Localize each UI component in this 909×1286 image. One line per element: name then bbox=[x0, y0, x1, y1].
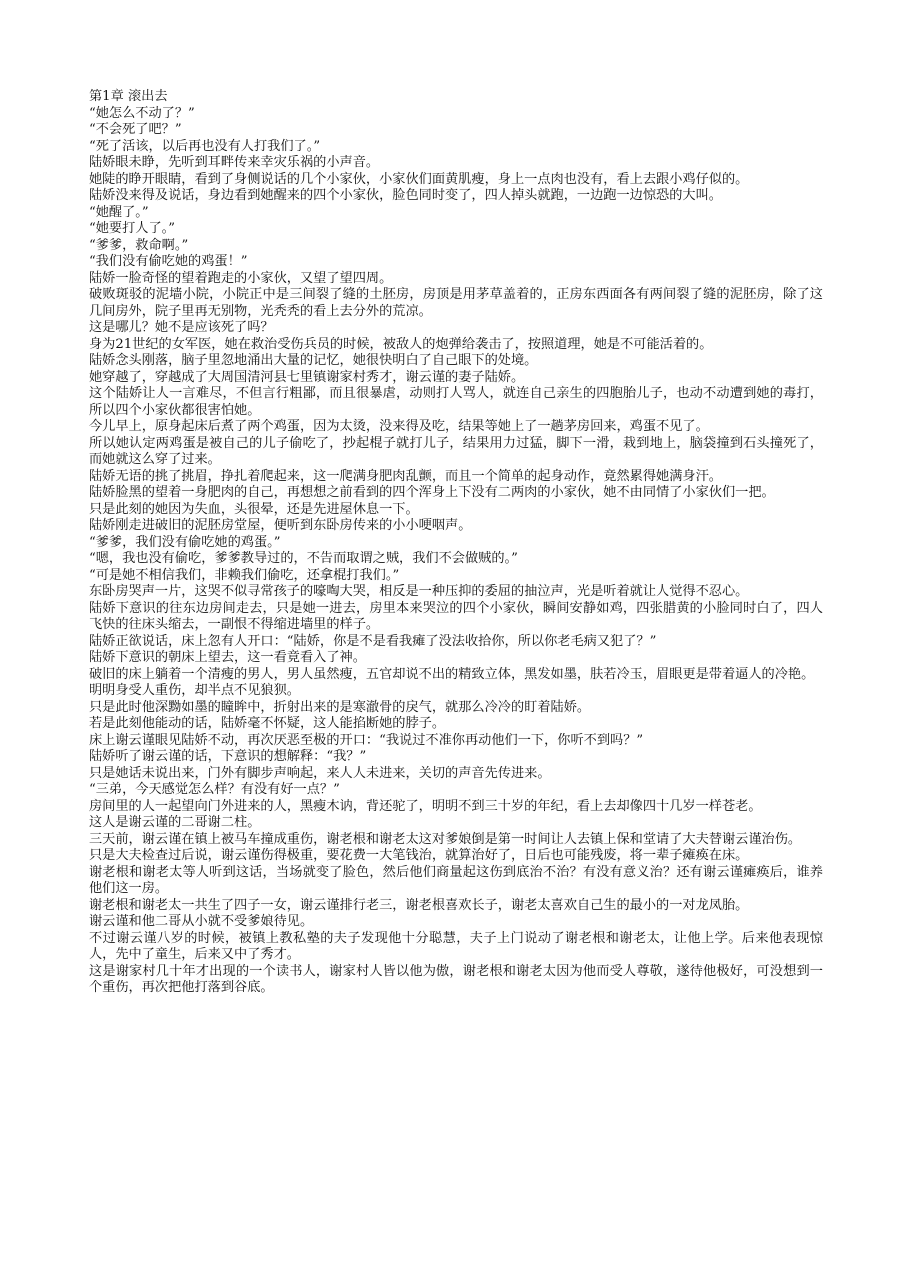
paragraph: 三天前，谢云谨在镇上被马车撞成重伤，谢老根和谢老太这对爹娘倒是第一时间让人去镇上保和堂请了大夫替谢云谨治伤。 bbox=[89, 831, 802, 847]
chapter-title: 第1章 滚出去 bbox=[89, 89, 168, 104]
paragraph: 只是此时他深黝如墨的瞳眸中，折射出来的是寒澈骨的戾气，就那么冷冷的盯着陆娇。 bbox=[89, 699, 591, 715]
paragraph: 陆娇正欲说话，床上忽有人开口：“陆娇，你是不是看我瘫了没法收拾你，所以你老毛病又犯了？” bbox=[89, 633, 657, 649]
paragraph: 陆娇没来得及说话，身边看到她醒来的四个小家伙，脸色同时变了，四人掉头就跑，一边跑一边惊恐的大叫。 bbox=[89, 188, 722, 203]
paragraph: “嗯，我也没有偷吃，爹爹教导过的，不告而取谓之贼，我们不会做贼的。” bbox=[89, 551, 518, 566]
paragraph: “死了活该，以后再也没有人打我们了。” bbox=[89, 138, 321, 154]
paragraph: 陆娇下意识的往东边房间走去，只是她一进去，房里本来哭泣的四个小家伙，瞬间安静如鸡，四张腊黄的小脸同时白了，四人飞快的往床头缩去，一副恨不得缩进墙里的样子。 bbox=[89, 600, 823, 632]
paragraph: “可是她不相信我们，非赖我们偷吃，还拿棍打我们。” bbox=[89, 567, 400, 583]
paragraph: 陆娇无语的挑了挑眉，挣扎着爬起来，这一爬满身肥肉乱颤，而且一个简单的起身动作，竟然累得她满身汗。 bbox=[89, 468, 722, 484]
paragraph: “我们没有偷吃她的鸡蛋！” bbox=[89, 254, 248, 269]
paragraph: 陆娇脸黑的望着一身肥肉的自己，再想想之前看到的四个浑身上下没有二两肉的小家伙，她不由同情了小家伙们一把。 bbox=[89, 485, 775, 500]
paragraph: 只是她话未说出来，门外有脚步声响起，来人人未进来，关切的声音先传进来。 bbox=[89, 765, 551, 781]
paragraph: 她陡的睁开眼睛，看到了身侧说话的几个小家伙，小家伙们面黄肌瘦，身上一点肉也没有，看上去跟小鸡仔似的。 bbox=[89, 171, 749, 187]
paragraph: 只是大夫检查过后说，谢云谨伤得极重，要花费一大笔钱治，就算治好了，日后也可能残废，将一辈子瘫痪在床。 bbox=[89, 848, 749, 863]
paragraph: 只是此刻的她因为失血，头很晕，还是先进屋休息一下。 bbox=[89, 501, 419, 517]
paragraph: 这人是谢云谨的二哥谢二柱。 bbox=[89, 815, 261, 830]
paragraph: “三弟，今天感觉怎么样？有没有好一点？” bbox=[89, 782, 340, 797]
paragraph: “她醒了。” bbox=[89, 204, 149, 220]
document-page bbox=[89, 89, 823, 997]
paragraph: 破旧的床上躺着一个清瘦的男人，男人虽然瘦，五官却说不出的精致立体，黑发如墨，肤若冷玉，眉眼更是带着逼人的冷艳。 bbox=[89, 666, 815, 682]
chapter-body bbox=[89, 106, 823, 997]
paragraph: 陆娇下意识的朝床上望去，这一看竟看入了神。 bbox=[89, 650, 366, 665]
paragraph: 不过谢云谨八岁的时候，被镇上教私塾的夫子发现他十分聪慧，夫子上门说动了谢老根和谢老太，让他上学。后来他表现惊人，先中了童生，后来又中了秀才。 bbox=[89, 930, 823, 962]
paragraph: 若是此刻他能动的话，陆娇毫不怀疑，这人能掐断她的脖子。 bbox=[89, 716, 446, 731]
paragraph: “不会死了吧？” bbox=[89, 122, 182, 137]
paragraph: 这是哪儿？她不是应该死了吗？ bbox=[89, 320, 274, 335]
paragraph: 谢老根和谢老太一共生了四子一女，谢云谨排行老三，谢老根喜欢长子，谢老太喜欢自己生的最小的一对龙凤胎。 bbox=[89, 897, 749, 913]
paragraph: 房间里的人一起望向门外进来的人，黑瘦木讷，背还驼了，明明不到三十岁的年纪，看上去却像四十几岁一样苍老。 bbox=[89, 798, 762, 814]
paragraph: “她要打人了。” bbox=[89, 221, 176, 236]
paragraph: 破败斑驳的泥墙小院，小院正中是三间裂了缝的土胚房，房顶是用茅草盖着的，正房东西面各有两间裂了缝的泥胚房，除了这几间房外，院子里再无别物，光秃秃的看上去分外的荒凉。 bbox=[89, 287, 823, 319]
paragraph: 陆娇念头刚落，脑子里忽地涌出大量的记忆，她很快明白了自己眼下的处境。 bbox=[89, 353, 538, 368]
paragraph: 床上谢云谨眼见陆娇不动，再次厌恶至极的开口：“我说过不准你再动他们一下，你听不到吗？” bbox=[89, 732, 644, 748]
paragraph: 她穿越了，穿越成了大周国清河县七里镇谢家村秀才，谢云谨的妻子陆娇。 bbox=[89, 369, 525, 385]
paragraph: 所以她认定两鸡蛋是被自己的儿子偷吃了，抄起棍子就打儿子，结果用力过猛，脚下一滑，栽到地上，脑袋撞到石头撞死了，而她就这么穿了过来。 bbox=[89, 435, 823, 467]
paragraph: 陆娇刚走进破旧的泥胚房堂屋，便听到东卧房传来的小小哽咽声。 bbox=[89, 518, 472, 533]
paragraph: 陆娇听了谢云谨的话，下意识的想解释：“我？” bbox=[89, 749, 367, 764]
paragraph: 谢老根和谢老太等人听到这话，当场就变了脸色，然后他们商量起这伤到底治不治？有没有意义治？还有谢云谨瘫痪后，谁养他们这一房。 bbox=[89, 864, 823, 896]
paragraph: 明明身受人重伤，却半点不见狼狈。 bbox=[89, 683, 300, 698]
paragraph: 这个陆娇让人一言难尽，不但言行粗鄙，而且很暴虐，动则打人骂人，就连自己亲生的四胞胎儿子，也动不动遭到她的毒打，所以四个小家伙都很害怕她。 bbox=[89, 386, 823, 418]
paragraph: “她怎么不动了？” bbox=[89, 105, 195, 121]
paragraph: “爹爹，我们没有偷吃她的鸡蛋。” bbox=[89, 534, 281, 550]
paragraph: 东卧房哭声一片，这哭不似寻常孩子的嚎啕大哭，相反是一种压抑的委屈的抽泣声，光是听着就让人觉得不忍心。 bbox=[89, 584, 749, 599]
paragraph: 陆娇一脸奇怪的望着跑走的小家伙，又望了望四周。 bbox=[89, 270, 393, 286]
paragraph: 身为21世纪的女军医，她在救治受伤兵员的时候，被敌人的炮弹给袭击了，按照道理，她是不可能活着的。 bbox=[89, 336, 713, 352]
paragraph: 谢云谨和他二哥从小就不受爹娘待见。 bbox=[89, 914, 314, 929]
paragraph: 今儿早上，原身起床后煮了两个鸡蛋，因为太烫，没来得及吃，结果等她上了一趟茅房回来，鸡蛋不见了。 bbox=[89, 419, 709, 434]
paragraph: “爹爹，救命啊。” bbox=[89, 237, 189, 253]
paragraph: 这是谢家村几十年才出现的一个读书人，谢家村人皆以他为傲，谢老根和谢老太因为他而受人尊敬，遂待他极好，可没想到一个重伤，再次把他打落到谷底。 bbox=[89, 963, 823, 995]
paragraph: 陆娇眼未睁，先听到耳畔传来幸灾乐祸的小声音。 bbox=[89, 155, 380, 170]
